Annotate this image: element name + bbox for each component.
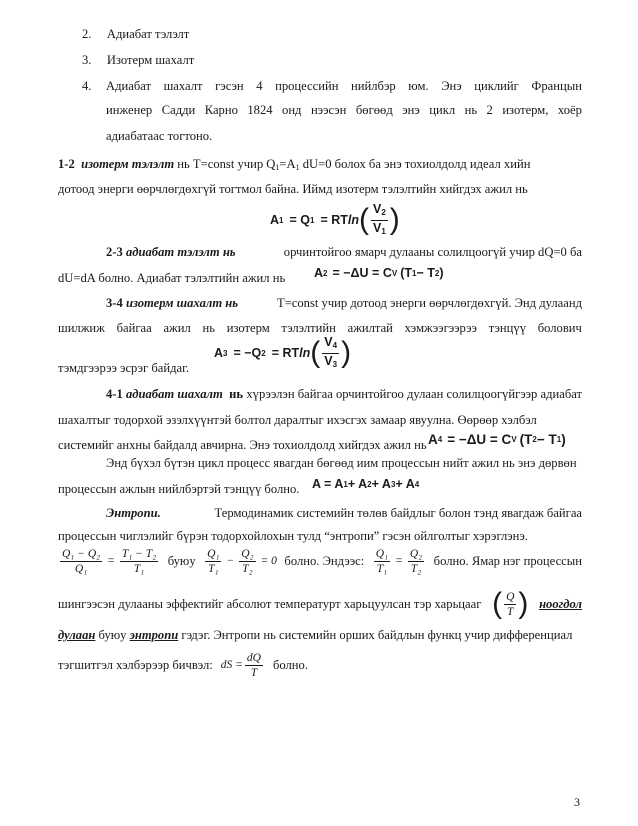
list-number: 4. (82, 79, 92, 93)
eq-symbol: (T (519, 431, 533, 447)
fraction (60, 547, 102, 576)
eq-symbol: (T (400, 266, 412, 280)
word: 4 (256, 79, 263, 93)
paragraph-entropy-line-1 (106, 505, 582, 521)
subscript: 1 (279, 215, 284, 225)
right-paren: ) (341, 336, 352, 369)
paragraph-1-2-line-1 (58, 156, 530, 176)
fraction (374, 547, 390, 576)
word: нээсэн (310, 103, 347, 117)
list-number: 2. (82, 27, 92, 41)
text-run: нь (229, 387, 244, 401)
subscript: 1 (412, 268, 417, 278)
eq-symbol: + A (395, 477, 415, 491)
subscript: V (391, 268, 398, 278)
eq-symbol: = −ΔU = C (332, 266, 392, 280)
denominator: T₁ (208, 562, 219, 575)
step-term: адиабат шахалт (125, 387, 223, 401)
equation-4 (428, 428, 566, 450)
left-paren: ( (358, 203, 369, 236)
text-run: болно. (272, 657, 308, 672)
fraction (205, 547, 221, 576)
paragraph-4-1-line-2: шахалтыг тодорхой эзэлхүүнтэй болтол даралтыг ихэсгэх замаар явуулна. Өөрөөр хэлбэл (58, 413, 537, 427)
paragraph-heat-line-2 (58, 627, 572, 643)
eq-group-equal (372, 547, 426, 576)
eq-symbol: = −Q (233, 346, 262, 360)
right-paren: ) (389, 203, 400, 236)
eq-symbol: = 0 (260, 555, 277, 567)
paragraph-2-3-line-1 (106, 244, 582, 260)
text-run: =A (279, 157, 296, 171)
paren-group (359, 202, 400, 239)
eq-symbol: = (107, 555, 115, 567)
eq-symbol: = (395, 555, 403, 567)
subscript: 3 (332, 359, 338, 369)
eq-symbol: V (372, 201, 382, 216)
step-label: 4-1 (106, 387, 123, 401)
word: изотерм, (502, 103, 549, 117)
fraction (371, 202, 388, 239)
subscript: V (511, 434, 517, 444)
subscript: 2 (434, 268, 440, 278)
subscript: 1 (381, 226, 386, 236)
subscript: 2 (532, 434, 537, 444)
word: нийлбэр (351, 79, 396, 93)
eq-symbol: A (214, 346, 224, 360)
subscript: 1 (556, 434, 562, 444)
paren-group (492, 589, 528, 619)
numerator: Q₂ (409, 547, 423, 560)
equation-2 (314, 262, 444, 284)
word: 2 (486, 103, 493, 117)
text-run: тэгшитгэл хэлбэрээр бичвэл: (58, 657, 213, 672)
paragraph-heat-line-3 (58, 647, 308, 683)
paragraph-3-4-line-3: тэмдгээрээ эсрэг байдаг. (58, 361, 189, 375)
term-highlight: энтропи (129, 628, 179, 642)
page-number: 3 (574, 795, 580, 809)
eq-symbol: + A (371, 477, 391, 491)
subscript: 3 (223, 348, 228, 358)
eq-symbol: − T (536, 431, 557, 447)
text-run: Термодинамик системийн төлөв байдлыг болон тэнд явагдаж байгаа (214, 506, 582, 520)
list-item-4-line-2 (106, 102, 582, 118)
list-text: Изотерм шахалт (106, 53, 195, 67)
eq-symbol: V (372, 220, 382, 235)
eq-symbol: A (428, 431, 438, 447)
word: онд (282, 103, 302, 117)
text-run: шингээсэн дулааны эффектийг абсолют температурт харьцуулсан тэр харьцааг (58, 596, 482, 611)
word: Карно (204, 103, 238, 117)
numerator: Q (506, 590, 515, 603)
eq-symbol: A (270, 213, 280, 227)
word: Адиабат (106, 79, 152, 93)
fraction (120, 547, 158, 576)
subscript: 1 (275, 163, 280, 172)
subscript: 3 (390, 479, 396, 489)
denominator: T₁ (376, 562, 388, 575)
fraction (322, 335, 339, 372)
numerator: dQ (246, 651, 261, 664)
list-number: 3. (82, 53, 92, 67)
paragraph-4-1-line-1 (106, 386, 582, 402)
word: 1824 (247, 103, 273, 117)
eq-symbol: = Q (289, 213, 310, 227)
word: энэ (402, 103, 420, 117)
text-run: T=const учир дотоод энерги өөрчлөгдөхгүй. Энд дулаанд (277, 296, 582, 310)
eq-symbol: = RT (271, 346, 300, 360)
text-run: болно. Эндээс: (284, 553, 365, 568)
eq-symbol: = RT (320, 213, 348, 227)
text-run: буюу (167, 553, 196, 568)
subscript: 2 (381, 207, 386, 217)
word: инженер (106, 103, 153, 117)
word: гэсэн (215, 79, 244, 93)
word: тэнцүү (488, 321, 526, 335)
word: нь (464, 103, 478, 117)
numerator: T₁ − T₂ (121, 547, 157, 560)
eq-symbol: ) (439, 266, 444, 280)
denominator: T₁ (133, 562, 145, 575)
step-label: 3-4 (106, 296, 123, 310)
list-text: Адиабат тэлэлт (106, 27, 190, 41)
word: юм. (408, 79, 429, 93)
equation-5 (312, 473, 419, 495)
eq-symbol: = −ΔU = C (447, 431, 512, 447)
word: байгаа (116, 321, 152, 335)
paragraph-2-3-line-2: dU=dA болно. Адиабат тэлэлтийн ажил нь (58, 271, 286, 285)
step-term: адиабат тэлэлт нь (125, 245, 236, 259)
eq-symbol: A = A (312, 477, 344, 491)
subscript: 1 (343, 479, 348, 489)
text-run: болно. Ямар нэг процессын (433, 553, 582, 568)
fraction-equation-line (58, 543, 582, 579)
eq-symbol: dS = (220, 659, 243, 671)
step-label: 2-3 (106, 245, 123, 259)
paren-group (310, 335, 351, 372)
word: хэмжээгээрээ (404, 321, 477, 335)
word: шилжиж (58, 321, 105, 335)
fraction (239, 547, 255, 576)
text-run: dU=0 болох ба энэ тохиолдолд идеал хийн (299, 157, 531, 171)
numerator: Q₂ (241, 547, 254, 560)
term-highlight: дулаан (58, 628, 96, 642)
subscript: 2 (261, 348, 266, 358)
word: шахалт (163, 79, 203, 93)
word: бөгөөд (355, 103, 393, 117)
left-paren: ( (492, 587, 503, 620)
denominator: T (507, 605, 514, 618)
eq-symbol: − T (416, 266, 435, 280)
section-term: Энтропи. (106, 506, 161, 520)
denominator: T₂ (410, 562, 422, 575)
paragraph-entropy-line-2: процессын чиглэлийг бүрэн тодорхойлохын тулд “энтропи” гэсэн ойлголтыг хэрэглэнэ. (58, 529, 528, 543)
subscript: 4 (437, 434, 443, 444)
eq-symbol: V (324, 353, 333, 368)
equation-3 (214, 335, 351, 371)
eq-symbol: ln (347, 213, 359, 227)
step-term: изотерм шахалт нь (125, 296, 239, 310)
eq-symbol: V (324, 334, 333, 349)
fraction (245, 651, 263, 680)
word: тэлэлтийн (281, 321, 336, 335)
subscript: 2 (367, 479, 372, 489)
list-item-2 (82, 26, 189, 42)
subscript: 2 (323, 268, 328, 278)
eq-group-ratio (58, 547, 160, 576)
word: болович (537, 321, 582, 335)
eq-symbol: A (314, 266, 324, 280)
subscript: 4 (332, 340, 338, 350)
word: изотерм (226, 321, 270, 335)
paragraph-cycle-line-2: процессын ажлын нийлбэртэй тэнцүү болно. (58, 482, 300, 496)
numerator: Q₁ (375, 547, 389, 560)
paragraph-1-2-line-2: дотоод энерги өөрчлөгдөхгүй тогтмол байна. Иймд изотерм тэлэлтийн хийгдэх ажил нь (58, 182, 528, 196)
fraction (408, 547, 424, 576)
word: ажил (163, 321, 191, 335)
text-run: хүрээлэн байгаа орчинтойгоо дулаан солилцоогүйгээр адиабат (246, 387, 582, 401)
text-run: буюу (95, 628, 130, 642)
list-item-4 (82, 78, 91, 94)
word: Садди (161, 103, 196, 117)
numerator: Q₁ − Q₂ (62, 547, 101, 560)
paragraph-4-1-line-3: системийг анхны байдалд авчирна. Энэ тохиолдолд хийгдэх ажил нь (58, 438, 427, 452)
list-item-4-line-1 (106, 78, 582, 94)
text-run: гэдэг. Энтропи нь системийн орших байдлын функц учир дифференциал (178, 628, 573, 642)
eq-symbol: ) (561, 431, 566, 447)
paragraph-3-4-line-1 (106, 295, 582, 311)
fraction (504, 590, 516, 619)
subscript: 4 (414, 479, 420, 489)
term-highlight: ноогдол (539, 596, 582, 611)
eq-group-zero (203, 547, 277, 576)
text-run: нь T=const учир Q (174, 157, 276, 171)
denominator: Q₁ (74, 562, 88, 575)
word: хоёр (557, 103, 582, 117)
denominator: T (250, 666, 258, 679)
subscript: 1 (295, 163, 300, 172)
list-item-3 (82, 52, 194, 68)
word: Энэ (441, 79, 462, 93)
step-term: изотерм тэлэлт (81, 157, 175, 171)
paragraph-cycle-line-1: Энд бүхэл бүтэн цикл процесс явагдан бөгөөд иим процессын нийт ажил нь энэ дөрвөн (106, 456, 577, 470)
word: цикл (429, 103, 456, 117)
denominator: T₂ (242, 562, 253, 575)
subscript: 1 (309, 215, 315, 225)
text-run: орчинтойгоо ямарч дулааны солилцоогүй учир dQ=0 ба (283, 245, 582, 259)
left-paren: ( (310, 336, 321, 369)
right-paren: ) (518, 587, 529, 620)
eq-symbol: ln (299, 346, 311, 360)
list-item-4-line-3: адиабатаас тогтоно. (106, 129, 213, 143)
word: циклийг (474, 79, 519, 93)
word: процессийн (275, 79, 339, 93)
numerator: Q₁ (207, 547, 220, 560)
word: ажилтай (347, 321, 393, 335)
word: нь (202, 321, 215, 335)
word: Францын (531, 79, 582, 93)
eq-symbol: − (226, 555, 235, 567)
eq-symbol: + A (347, 477, 368, 491)
paragraph-heat-line-1 (58, 584, 582, 624)
equation-1 (270, 202, 400, 238)
step-label: 1-2 (58, 157, 75, 171)
